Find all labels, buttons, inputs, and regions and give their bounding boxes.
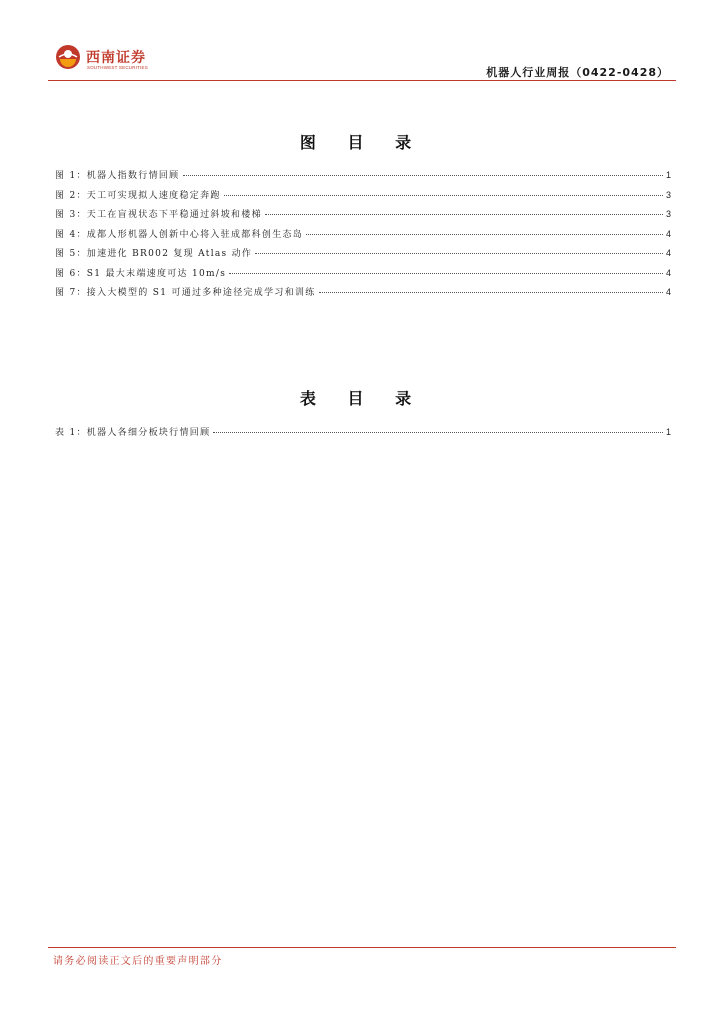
toc-entry-figure-4[interactable]: [55, 227, 671, 247]
toc-entry-label: 图 7：接入大模型的 S1 可通过多种途径完成学习和训练: [55, 288, 316, 298]
dot-leader: [213, 432, 663, 433]
toc-entry-figure-2[interactable]: [55, 188, 671, 208]
dot-leader: [229, 273, 663, 274]
dot-leader: [183, 175, 663, 176]
footer-divider: [48, 947, 676, 948]
figure-toc-list: [55, 168, 671, 305]
toc-entry-label: 表 1：机器人各细分板块行情回顾: [55, 428, 211, 438]
footer-disclaimer: 请务必阅读正文后的重要声明部分: [53, 956, 223, 967]
logo-english-name: SOUTHWEST SECURITIES: [87, 65, 148, 70]
toc-entry-page: 4: [665, 267, 671, 278]
figure-toc-title: 图 目 录: [299, 133, 425, 152]
toc-entry-page: 4: [665, 228, 671, 239]
toc-entry-label: 图 5：加速进化 BR002 复现 Atlas 动作: [55, 249, 253, 259]
toc-entry-page: 1: [665, 170, 671, 180]
toc-entry-table-1[interactable]: [55, 425, 671, 445]
toc-entry-page: 4: [665, 287, 671, 297]
toc-entry-page: 3: [665, 189, 671, 200]
dot-leader: [265, 214, 663, 215]
toc-entry-figure-5[interactable]: [55, 246, 671, 266]
toc-entry-page: 1: [665, 427, 671, 437]
dot-leader: [319, 292, 663, 293]
toc-entry-label: 图 1：机器人指数行情回顾: [55, 171, 180, 181]
toc-entry-figure-1[interactable]: [55, 168, 671, 188]
table-toc-title: 表 目 录: [299, 389, 425, 408]
toc-entry-page: 4: [665, 248, 671, 258]
toc-entry-figure-7[interactable]: [55, 285, 671, 305]
toc-entry-label: 图 4：成都人形机器人创新中心将入驻成都科创生态岛: [55, 229, 304, 240]
header-divider: [48, 80, 676, 81]
toc-entry-label: 图 2：天工可实现拟人速度稳定奔跑: [55, 190, 221, 201]
toc-entry-label: 图 6：S1 最大末端速度可达 10m/s: [55, 268, 227, 279]
dot-leader: [306, 234, 663, 235]
toc-entry-label: 图 3：天工在盲视状态下平稳通过斜坡和楼梯: [55, 210, 262, 220]
toc-entry-figure-3[interactable]: [55, 207, 671, 227]
toc-entry-figure-6[interactable]: [55, 266, 671, 286]
table-toc-list: [55, 425, 671, 445]
report-title: 机器人行业周报（0422-0428）: [486, 66, 669, 79]
toc-entry-page: 3: [665, 209, 671, 219]
logo-chinese-name: 西南证券: [86, 50, 146, 66]
dot-leader: [255, 253, 663, 254]
company-logo: [55, 44, 165, 74]
southwest-securities-logo-icon: [55, 44, 81, 70]
dot-leader: [224, 195, 663, 196]
